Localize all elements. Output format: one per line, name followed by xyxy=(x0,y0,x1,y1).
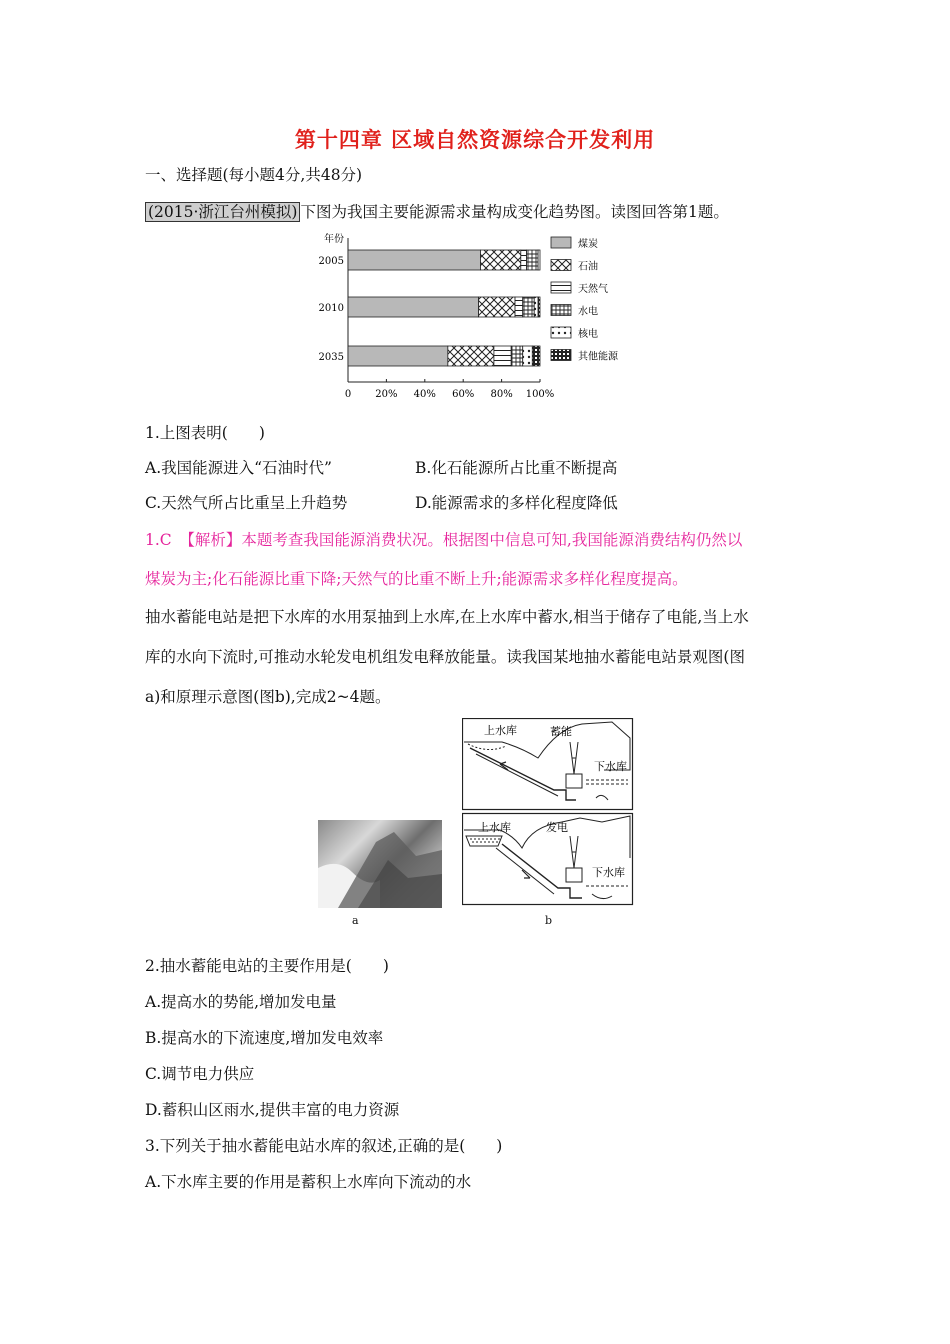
bar-segment xyxy=(511,346,523,366)
q1-option-a: A.我国能源进入“石油时代” xyxy=(145,459,332,477)
bar-segment xyxy=(538,250,540,270)
caption-b: b xyxy=(545,914,553,927)
bar-segment xyxy=(480,250,520,270)
q3-option-a: A.下水库主要的作用是蓄积上水库向下流动的水 xyxy=(145,1173,472,1191)
bar-segment xyxy=(521,250,527,270)
x-tick-label: 100% xyxy=(525,389,555,400)
upper-reservoir-label-bottom: 上水库 xyxy=(478,821,511,834)
legend-swatch xyxy=(551,282,571,293)
intro-line xyxy=(145,200,729,222)
bar-segment xyxy=(479,297,515,317)
lower-reservoir-label-bottom: 下水库 xyxy=(592,866,625,879)
x-tick-label: 40% xyxy=(413,389,436,400)
legend-label: 天然气 xyxy=(578,284,608,295)
lower-reservoir-label-top: 下水库 xyxy=(594,760,627,773)
passage-line1: 抽水蓄能电站是把下水库的水用泵抽到上水库,在上水库中蓄水,相当于储存了电能,当上水 xyxy=(145,608,749,626)
section-heading: 一、选择题(每小题4分,共48分) xyxy=(145,166,363,184)
q3-stem: 3.下列关于抽水蓄能电站水库的叙述,正确的是( ) xyxy=(145,1137,503,1155)
bar-segment xyxy=(523,346,533,366)
legend-label: 核电 xyxy=(578,329,598,340)
q2-option-a: A.提高水的势能,增加发电量 xyxy=(145,993,337,1011)
bar-segment xyxy=(523,297,535,317)
q1-stem: 1.上图表明( ) xyxy=(145,424,265,442)
legend-swatch xyxy=(551,305,571,316)
x-tick-label: 60% xyxy=(452,389,475,400)
q2-stem: 2.抽水蓄能电站的主要作用是( ) xyxy=(145,957,389,975)
bar-segment xyxy=(515,297,523,317)
legend-swatch xyxy=(551,237,571,248)
intro-text: 下图为我国主要能源需求量构成变化趋势图。读图回答第1题。 xyxy=(300,203,729,221)
passage-line3: a)和原理示意图(图b),完成2~4题。 xyxy=(145,688,391,706)
bar-segment xyxy=(494,346,511,366)
answer-1-line1: 1.C 【解析】本题考查我国能源消费状况。根据图中信息可知,我国能源消费结构仍然以 xyxy=(145,531,743,549)
page-title: 第十四章 区域自然资源综合开发利用 xyxy=(294,127,656,152)
passage-line2: 库的水向下流时,可推动水轮发电机组发电释放能量。读我国某地抽水蓄能电站景观图(图 xyxy=(145,648,745,666)
category-label: 2010 xyxy=(318,303,344,314)
bar-segment xyxy=(532,346,540,366)
source-tag: (2015·浙江台州模拟) xyxy=(145,202,300,222)
answer-1-line2: 煤炭为主;化石能源比重下降;天然气的比重不断上升;能源需求多样化程度提高。 xyxy=(145,570,688,588)
bar-segment xyxy=(348,346,448,366)
category-label: 2005 xyxy=(318,256,344,267)
storage-mode-label: 蓄能 xyxy=(550,725,572,738)
bar-segment xyxy=(538,297,540,317)
legend-swatch xyxy=(551,350,571,361)
q1-option-c: C.天然气所占比重呈上升趋势 xyxy=(145,494,348,512)
y-axis-label: 年份 xyxy=(324,234,344,245)
energy-chart xyxy=(310,228,650,408)
q2-option-b: B.提高水的下流速度,增加发电效率 xyxy=(145,1029,384,1047)
legend-label: 煤炭 xyxy=(578,239,598,250)
bar-segment xyxy=(348,250,480,270)
bar-segment xyxy=(348,297,479,317)
legend-label: 其他能源 xyxy=(578,351,618,363)
legend-label: 水电 xyxy=(578,306,598,318)
legend-swatch xyxy=(551,327,571,338)
category-label: 2035 xyxy=(318,352,344,363)
upper-reservoir-label-top: 上水库 xyxy=(484,724,517,737)
x-tick-label: 0 xyxy=(344,389,352,400)
q2-option-c: C.调节电力供应 xyxy=(145,1065,255,1083)
q2-option-d: D.蓄积山区雨水,提供丰富的电力资源 xyxy=(145,1101,400,1119)
q1-option-b: B.化石能源所占比重不断提高 xyxy=(415,459,618,477)
landscape-photo xyxy=(318,820,442,908)
bar-segment xyxy=(448,346,494,366)
bar-segment xyxy=(534,297,538,317)
q1-option-d: D.能源需求的多样化程度降低 xyxy=(415,494,618,512)
caption-a: a xyxy=(352,914,359,927)
legend-swatch xyxy=(551,260,571,271)
pumped-storage-diagram xyxy=(462,718,634,906)
x-tick-label: 80% xyxy=(490,389,513,400)
generation-mode-label: 发电 xyxy=(546,821,568,834)
x-tick-label: 20% xyxy=(375,389,398,400)
legend-label: 石油 xyxy=(578,261,598,273)
bar-segment xyxy=(527,250,539,270)
